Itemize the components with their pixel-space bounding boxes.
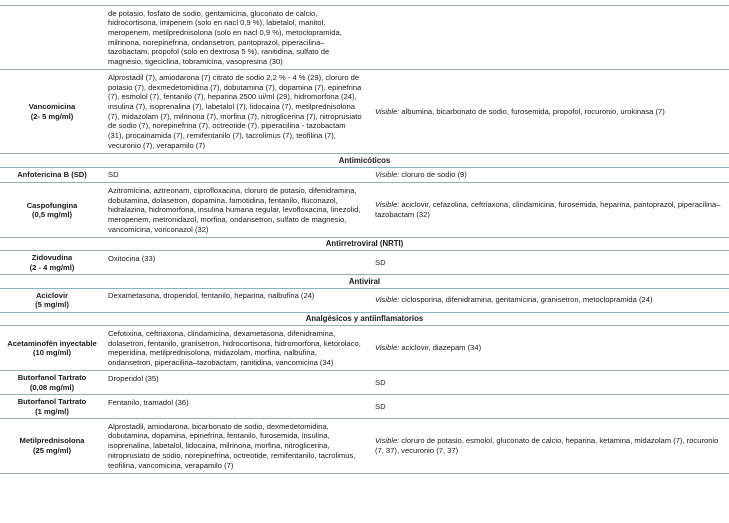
visible-cell (368, 251, 729, 274)
compatible-list: Droperidol (35) (108, 373, 159, 383)
category-header: Antiviral (348, 276, 381, 286)
category-header-row (0, 237, 729, 251)
visible-cell (368, 70, 729, 153)
compatible-list: Fentanilo, tramadol (36) (108, 397, 189, 407)
category-header: Analgésicos y antiinflamatorios (305, 314, 424, 324)
category-header-row (0, 153, 729, 167)
drug-dose: (0,5 mg/ml) (31, 210, 73, 220)
drug-name: Zidovudina (31, 253, 73, 263)
drug-compatibility-table (0, 5, 729, 474)
table-row-butorfanol-1 (0, 394, 729, 418)
drug-name-cell (0, 183, 104, 237)
visible-cell (368, 168, 729, 183)
drug-dose: (10 mg/ml) (33, 348, 71, 358)
drug-name-cell (0, 6, 104, 69)
drug-name-cell (0, 326, 104, 370)
visible-label: Visible: (375, 295, 400, 305)
visible-label: Visible: (375, 436, 400, 446)
category-header: Antimicóticos (338, 155, 391, 165)
compatible-list: Cefotixina, ceftriaxona, clindamicina, dexametasona, difenidramina, dolasetron, fentanilo, granisetron, hidrocortisona, hidromorfona, ketorolaco, meperidina, metilprednisolona, midazolam, morfina, nalbufina, ondansetron, piperacilina–tazobactam, ranitidina, vancomicina (34) (108, 328, 361, 367)
visible-list: ciclosporina, difenidramina, gentamicina, granisetron, metoclopramida (24) (401, 295, 653, 305)
visible-cell (368, 395, 729, 418)
compatible-list: Azitromicina, aztreonam, ciprofloxacina, cloruro de potasio, difenidramina, dobutamina, dolasetron, dopamina, famotidina, fentanilo, fluconazol, hidralazina, hidromorfona, insulina humana regular, levofloxacina, linezolid, meropenem, metronidazol, morfina, ondansetron, sulfato de magnesio, vancomicina, voriconazol (32) (108, 185, 361, 234)
drug-dose: (1 mg/ml) (35, 406, 69, 416)
category-header-row (0, 274, 729, 288)
table-row-butorfanol-008 (0, 370, 729, 394)
compatible-list: Oxitocina (33) (108, 253, 156, 263)
table-row-vancomicina (0, 69, 729, 153)
drug-name: Acetaminofén inyectable (7, 338, 97, 348)
drug-dose: (0,08 mg/ml) (29, 382, 75, 392)
drug-name-cell (0, 371, 104, 394)
drug-name-cell (0, 289, 104, 312)
visible-list: albumina, bicarbonato de sodio, furosemida, propofol, rocuronio, urokinasa (7) (401, 106, 665, 116)
compatible-list: Alprostadil, amiodarona, bicarbonato de sodio, dexmedetomidina, dobutamina, dopamina, epinefrina, fentanilo, furosemida, insulina, isoprenalina, labetalol, lidocaina, milrinona, morfina, nitroglicerina, nitroprusiato de sodio, norepinefrina, octreotide, remifentanilo, tacrolimus, teofilina, vancomicina, verapamilo (7) (108, 421, 356, 470)
drug-name: Butorfanol Tartrato (17, 397, 87, 407)
drug-name-cell (0, 419, 104, 473)
category-header: Antirretroviral (NRTI) (325, 239, 404, 249)
visible-label: Visible: (375, 170, 400, 180)
drug-dose: (25 mg/ml) (33, 445, 71, 455)
visible-cell (368, 6, 729, 69)
table-row-zidovudina (0, 250, 729, 274)
visible-cell (368, 289, 729, 312)
drug-dose: (2- 5 mg/ml) (30, 111, 74, 121)
drug-name-cell (0, 70, 104, 153)
visible-label: Visible: (375, 106, 400, 116)
visible-list: cloruro de sodio (9) (401, 170, 467, 180)
category-header-row (0, 312, 729, 326)
table-row-anfotericina-b (0, 167, 729, 183)
visible-list: SD (375, 401, 386, 411)
visible-label: Visible: (375, 200, 400, 210)
visible-cell (368, 326, 729, 370)
drug-name: Caspofungina (26, 200, 78, 210)
table-row-metilprednisolona (0, 418, 729, 473)
drug-name: Aciclovir (35, 290, 69, 300)
drug-name: Anfotericina B (SD) (17, 170, 87, 180)
table-row-acetaminofen (0, 325, 729, 370)
visible-list: SD (375, 377, 386, 387)
drug-name-cell (0, 168, 104, 183)
drug-name: Vancomicina (28, 102, 76, 112)
drug-name: Metilprednisolona (19, 436, 85, 446)
visible-list: SD (375, 258, 386, 267)
drug-name-cell (0, 395, 104, 418)
drug-dose: (2 - 4 mg/ml) (29, 262, 75, 272)
visible-cell (368, 419, 729, 473)
visible-label: Visible: (375, 343, 400, 353)
table-row-continuation (0, 5, 729, 69)
visible-list: aciclovir, cefazolina, ceftriaxona, clindamicina, furosemida, heparina, pantoprazol, piperacilina–tazobactam (32) (375, 200, 721, 220)
drug-name-cell (0, 251, 104, 274)
visible-list: cloruro de potasio, esmolol, gluconato de calcio, heparina, ketamina, midazolam (7), rocuronio (7, 37), vecuronio (7, 37) (375, 436, 719, 455)
drug-name: Butorfanol Tartrato (17, 373, 87, 383)
visible-list: aciclovir, diazepam (34) (401, 343, 482, 353)
table-row-aciclovir (0, 288, 729, 312)
compatible-list: de potasio, fosfato de sodio, gentamicina, gluconato de calcio, hidrocortisona, imipenem (solo en nacl 0,9 %), labetalol, manitol, meropenem, metilprednisolona (solo en nacl 0,9 %), metoclopramida, milrinona, norepinefrina, ondansetron, pantoprazol, piperacilina–tazobactam, propofol (solo en dextrosa 5 %), ranitidina, sulfato de magnesio, tigeciclina, tobramicina, vasopresina (30) (108, 8, 342, 67)
compatible-list: Alprostadil (7), amiodarona (7) citrato de sodio 2,2 % - 4 % (29), cloruro de potasio (7), dexmedetomidina (7), dobutamina (7), dopamina (7), epinefrina (7), esmolol (7), fentanilo (7), heparina 2500 ui/ml (29), hidromorfona (24), insulina (7), isoprenalina (7), labetalol (7), lidocaina (7), metilprednisolona (7), midazolam (7), milrinona (7), morfina (7), nitroglicerina (7), nitroprusiato de sodio (7), norepinefrina (7), octreotide (7), piperacilina - tazobactam (31), procainamida (7), remifentanilo (7), tacrolimus (7), teofilina (7), vecuronio (7), verapamilo (7) (108, 72, 362, 150)
drug-dose: (5 mg/ml) (35, 300, 69, 310)
compatible-list: Dexametasona, droperidol, fentanilo, heparina, nalbufina (24) (108, 291, 315, 301)
table-row-caspofungina (0, 182, 729, 237)
compatible-list: SD (108, 170, 119, 180)
visible-cell (368, 371, 729, 394)
visible-cell (368, 183, 729, 237)
